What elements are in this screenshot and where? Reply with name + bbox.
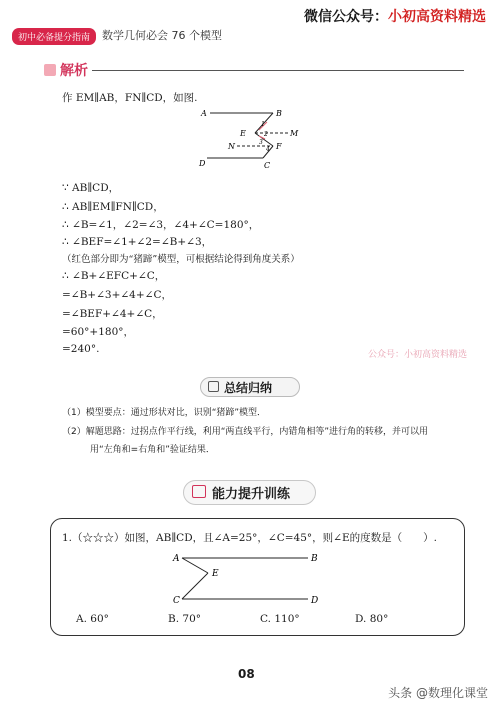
solution-line: =240°. [62,343,100,355]
solution-line: ∴ ∠B=∠1，∠2=∠3，∠4+∠C=180°， [62,219,260,231]
solution-line: ∵ AB∥CD， [62,182,120,194]
option-a: A. 60° [76,613,109,625]
page-number: 08 [238,667,255,681]
label-f: F [276,142,282,151]
solution-line: ∴ ∠BEF=∠1+∠2=∠B+∠3， [62,236,213,248]
solution-line: ∴ AB∥EM∥FN∥CD， [62,201,164,213]
solution-note: （红色部分即为“猪蹄”模型，可根据结论得到角度关系） [62,254,300,265]
figure-question [170,550,330,606]
q-label-b: B [311,554,318,564]
label-m: M [290,129,299,138]
book-title: 数学几何必会 76 个模型 [102,29,222,42]
label-c: C [264,161,271,170]
label-n: N [228,142,235,151]
summary-item: （1）模型要点：通过形状对比，识别“猪蹄”模型． [62,408,267,418]
solution-title: 解析 [60,63,88,79]
option-b: B. 70° [168,613,202,625]
watermark-name: 小初高资料精选 [388,9,486,25]
summary-title: 总结归纳 [224,381,273,395]
label-b: B [276,109,282,118]
footer-source: 头条 @数理化课堂 [388,686,488,700]
label-e: E [240,129,246,138]
label-a: A [201,109,207,118]
training-icon [192,485,206,498]
angle-3: 3 [259,139,263,146]
question-text: 1.（☆☆☆）如图，AB∥CD，且∠A=25°，∠C=45°，则∠E的度数是（ ）. [62,532,437,544]
solution-line: ∴ ∠B+∠EFC+∠C， [62,270,166,282]
angle-1: 1 [261,121,265,128]
solution-line: =60°+180°， [62,326,134,338]
angle-4: 4 [266,146,270,153]
figure-parallel-lines [195,106,305,170]
solution-icon [44,64,56,76]
option-c: C. 110° [260,613,300,625]
series-tag: 初中必备提分指南 [12,28,96,45]
watermark-label: 微信公众号： [304,9,388,25]
q-label-d: D [311,596,319,606]
summary-icon [208,381,219,392]
solution-line: =∠BEF+∠4+∠C， [62,308,163,320]
section-divider [92,70,464,71]
q-label-e: E [212,569,219,579]
angle-2: 2 [264,131,268,138]
q-label-a: A [173,554,180,564]
top-watermark [304,6,486,26]
mid-watermark: 公众号：小初高资料精选 [368,350,468,360]
solution-intro: 作 EM∥AB，FN∥CD，如图. [62,92,198,104]
q-label-c: C [173,596,180,606]
option-d: D. 80° [355,613,389,625]
label-d: D [199,159,206,168]
training-title: 能力提升训练 [212,487,291,502]
summary-item: （2）解题思路：过拐点作平行线，利用“两直线平行，内错角相等”进行角的转移，并可以用 [62,427,429,437]
solution-line: =∠B+∠3+∠4+∠C， [62,289,172,301]
summary-item: 用“左角和=右角和”验证结果． [90,445,215,455]
